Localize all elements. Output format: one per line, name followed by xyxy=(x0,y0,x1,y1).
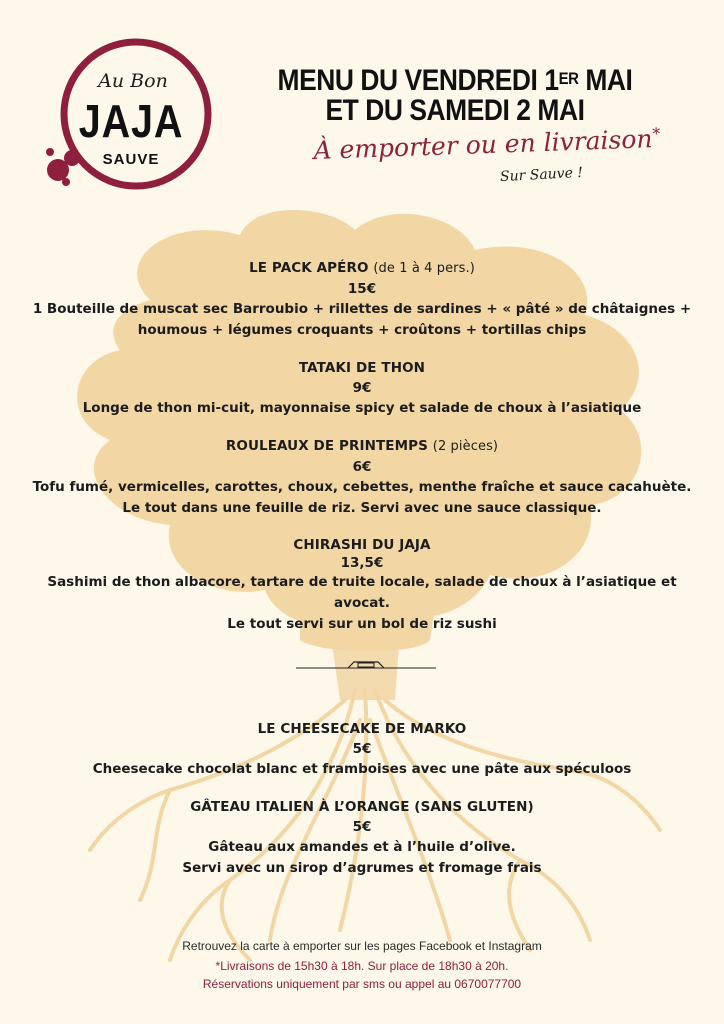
item-price: 13,5€ xyxy=(340,555,384,571)
logo-main-text: JAJA xyxy=(78,95,184,147)
menu-item xyxy=(0,436,724,519)
menu-item xyxy=(0,358,724,419)
item-price: 9€ xyxy=(352,380,372,396)
item-note: (2 pièces) xyxy=(432,439,499,454)
item-description: Sashimi de thon albacore, tartare de truite locale, salade de choux à l’asiatique et avocat. Le tout servi sur un bol de riz sushi xyxy=(47,574,677,632)
item-price: 5€ xyxy=(352,741,372,757)
location-note: Sur Sauve ! xyxy=(499,164,584,186)
item-price: 5€ xyxy=(352,819,372,835)
item-note: (de 1 à 4 pers.) xyxy=(373,261,475,276)
logo-script-text: Au Bon xyxy=(98,70,168,92)
logo-sub-text: SAUVE xyxy=(102,151,160,168)
item-description: Gâteau aux amandes et à l’huile d’olive. Servi avec un sirop d’agrumes et fromage frais xyxy=(182,839,542,876)
title-line-2: ET DU SAMEDI 2 MAI xyxy=(325,94,585,127)
menu-item xyxy=(0,536,724,635)
section-divider xyxy=(296,660,436,674)
item-name: CHIRASHI DU JAJA xyxy=(293,537,431,553)
dessert-list xyxy=(0,719,724,896)
page-subtitle: À emporter ou en livraison* xyxy=(313,123,661,166)
asterisk-mark: * xyxy=(651,123,661,144)
item-name: ROULEAUX DE PRINTEMPS xyxy=(225,438,428,454)
menu-item xyxy=(0,258,724,341)
item-description: Longe de thon mi-cuit, mayonnaise spicy et salade de choux à l’asiatique xyxy=(82,400,642,416)
menu-list xyxy=(0,258,724,652)
item-description: 1 Bouteille de muscat sec Barroubio + rillettes de sardines + « pâté » de châtaignes + houmous + légumes croquants + croûtons + tortillas chips xyxy=(32,301,692,338)
footer xyxy=(0,937,724,993)
item-price: 15€ xyxy=(347,281,377,297)
item-name: GÂTEAU ITALIEN À L’ORANGE (SANS GLUTEN) xyxy=(190,799,534,815)
footer-reservations: Réservations uniquement par sms ou appel au 0670077700 xyxy=(202,977,522,991)
title-line-1: MENU DU VENDREDI 1ER MAI xyxy=(277,64,633,97)
item-name: LE PACK APÉRO xyxy=(249,260,369,276)
footer-social-note: Retrouvez la carte à emporter sur les pages Facebook et Instagram xyxy=(182,939,542,953)
ordinal-suffix: ER xyxy=(558,69,579,88)
item-description: Cheesecake chocolat blanc et framboises avec une pâte aux spéculoos xyxy=(92,761,632,777)
menu-item xyxy=(0,719,724,780)
item-price: 6€ xyxy=(352,459,372,475)
restaurant-logo xyxy=(36,30,226,200)
footer-hours: *Livraisons de 15h30 à 18h. Sur place de 18h30 à 20h. xyxy=(215,959,509,973)
page-title xyxy=(266,66,644,126)
menu-item xyxy=(0,797,724,879)
item-name: LE CHEESECAKE DE MARKO xyxy=(257,721,467,737)
item-description: Tofu fumé, vermicelles, carottes, choux, cebettes, menthe fraîche et sauce cacahuète. Le tout dans une feuille de riz. Servi avec une sauce classique. xyxy=(32,479,692,516)
item-name: TATAKI DE THON xyxy=(298,360,426,376)
